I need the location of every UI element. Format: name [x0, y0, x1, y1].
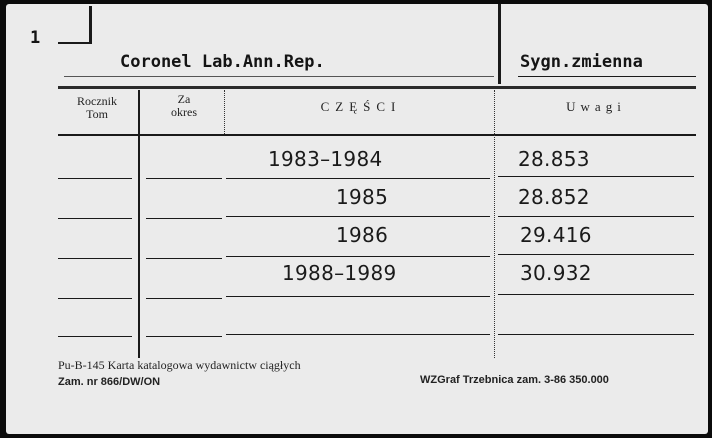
table-row: 1988–1989	[282, 261, 397, 285]
header-parts: CZĘŚCI	[320, 99, 402, 114]
table-row: 1985	[336, 185, 389, 209]
col-line-1	[138, 90, 140, 358]
row-rule-d2	[498, 216, 694, 217]
row-rule-b1	[146, 178, 222, 179]
table-row-remark: 28.853	[518, 147, 590, 171]
card-number: 1	[30, 28, 41, 48]
table-top-rule	[58, 86, 696, 89]
row-rule-c4	[226, 296, 490, 297]
row-rule-a5	[58, 336, 132, 337]
row-rule-b5	[146, 336, 222, 337]
header-period: Za okres	[171, 92, 197, 119]
signature-underline	[518, 76, 696, 77]
table-row: 1986	[336, 223, 389, 247]
header-volume: Rocznik Tom	[77, 94, 117, 121]
form-caption: Pu-B-145 Karta katalogowa wydawnictw ciągłych	[58, 358, 301, 372]
row-rule-a2	[58, 218, 132, 219]
title-underline	[64, 76, 494, 77]
row-rule-a4	[58, 298, 132, 299]
row-rule-b2	[146, 218, 222, 219]
signature-label: Sygn.zmienna	[520, 52, 643, 72]
row-rule-c1	[226, 178, 490, 179]
top-divider	[498, 4, 501, 84]
col-line-2	[224, 90, 225, 134]
row-rule-b3	[146, 258, 222, 259]
table-row: 1983–1984	[268, 147, 383, 171]
row-rule-a1	[58, 178, 132, 179]
order-number: Zam. nr 866/DW/ON	[58, 376, 161, 388]
col-line-3	[494, 90, 495, 358]
row-rule-b4	[146, 298, 222, 299]
header-bottom-rule	[58, 134, 696, 136]
row-rule-d3	[498, 254, 694, 255]
catalog-card	[6, 4, 708, 434]
table-row-remark: 30.932	[520, 261, 592, 285]
row-rule-d1	[498, 176, 694, 177]
row-rule-d4	[498, 294, 694, 295]
row-rule-d5	[498, 334, 694, 335]
row-rule-c3	[226, 256, 490, 257]
top-left-mark	[89, 6, 92, 44]
header-remarks: Uwagi	[566, 99, 626, 114]
printer-imprint: WZGraf Trzebnica zam. 3-86 350.000	[420, 374, 609, 386]
row-rule-a3	[58, 258, 132, 259]
row-rule-c2	[226, 216, 490, 217]
publication-title: Coronel Lab.Ann.Rep.	[120, 52, 325, 72]
row-rule-c5	[226, 334, 490, 335]
number-underline	[58, 42, 90, 44]
table-row-remark: 29.416	[520, 223, 592, 247]
table-row-remark: 28.852	[518, 185, 590, 209]
